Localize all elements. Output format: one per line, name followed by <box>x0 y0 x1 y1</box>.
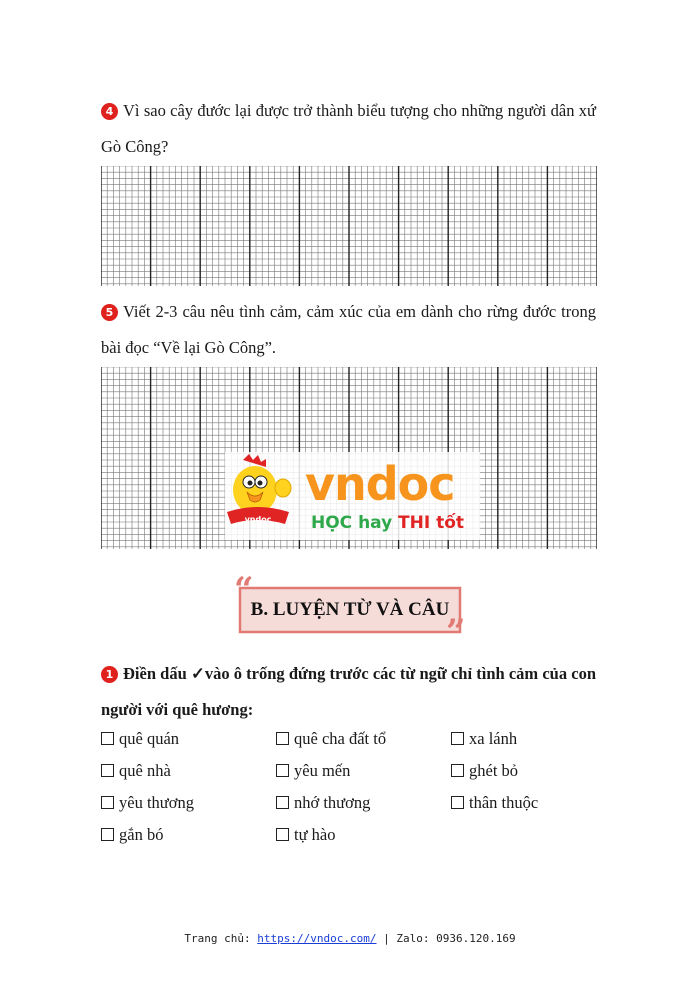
logo-brand-text: vndoc <box>305 457 455 511</box>
checkbox-icon[interactable] <box>101 796 114 809</box>
checkbox-icon[interactable] <box>451 796 464 809</box>
checkbox-icon[interactable] <box>101 764 114 777</box>
option-checkbox[interactable]: thân thuộc <box>451 792 538 814</box>
logo-tagline-b: THI tốt <box>398 513 464 533</box>
footer-suffix: | Zalo: 0936.120.169 <box>376 932 516 945</box>
option-checkbox[interactable]: xa lánh <box>451 728 517 750</box>
footer-prefix: Trang chủ: <box>184 932 258 945</box>
page-footer <box>0 932 700 945</box>
instruction-text: Điền dấu ✓vào ô trống đứng trước các từ ngữ chỉ tình cảm của con người với quê hương: <box>101 664 596 719</box>
open-quote-icon: “ <box>234 570 254 610</box>
question-text: Vì sao cây đước lại được trở thành biểu tượng cho những người dân xứ Gò Công? <box>101 101 596 156</box>
grid-lines <box>101 166 597 286</box>
question-number-badge: 1 <box>101 666 118 683</box>
question-number-badge: 4 <box>101 103 118 120</box>
checkbox-icon[interactable] <box>276 764 289 777</box>
logo-badge-text: vndoc <box>244 515 272 524</box>
checkbox-icon[interactable] <box>276 796 289 809</box>
option-checkbox[interactable]: tự hào <box>276 824 335 846</box>
checkbox-icon[interactable] <box>101 732 114 745</box>
question-4 <box>101 93 596 165</box>
question-5 <box>101 294 596 366</box>
homepage-link[interactable]: https://vndoc.com/ <box>257 932 377 945</box>
writing-grid-1[interactable] <box>101 166 597 286</box>
option-checkbox[interactable]: yêu thương <box>101 792 194 814</box>
checkbox-icon[interactable] <box>451 732 464 745</box>
question-number-badge: 5 <box>101 304 118 321</box>
close-quote-icon: ” <box>446 612 466 652</box>
checkbox-icon[interactable] <box>276 828 289 841</box>
option-checkbox[interactable]: gắn bó <box>101 824 163 846</box>
option-checkbox[interactable]: quê quán <box>101 728 179 750</box>
option-checkbox[interactable]: quê cha đất tổ <box>276 728 386 750</box>
option-checkbox[interactable]: yêu mến <box>276 760 350 782</box>
checkbox-icon[interactable] <box>451 764 464 777</box>
exercise-1-instruction <box>101 656 596 728</box>
logo-tagline-a: HỌC hay <box>311 513 393 533</box>
option-checkbox[interactable]: ghét bỏ <box>451 760 518 782</box>
checkbox-icon[interactable] <box>101 828 114 841</box>
section-title: B. LUYỆN TỪ VÀ CÂU <box>250 599 450 620</box>
checkbox-icon[interactable] <box>276 732 289 745</box>
vndoc-logo <box>225 452 480 540</box>
option-checkbox[interactable]: nhớ thương <box>276 792 370 814</box>
question-text: Viết 2-3 câu nêu tình cảm, cảm xúc của em dành cho rừng đước trong bài đọc “Về lại Gò Công”. <box>101 302 596 357</box>
option-checkbox[interactable]: quê nhà <box>101 760 171 782</box>
